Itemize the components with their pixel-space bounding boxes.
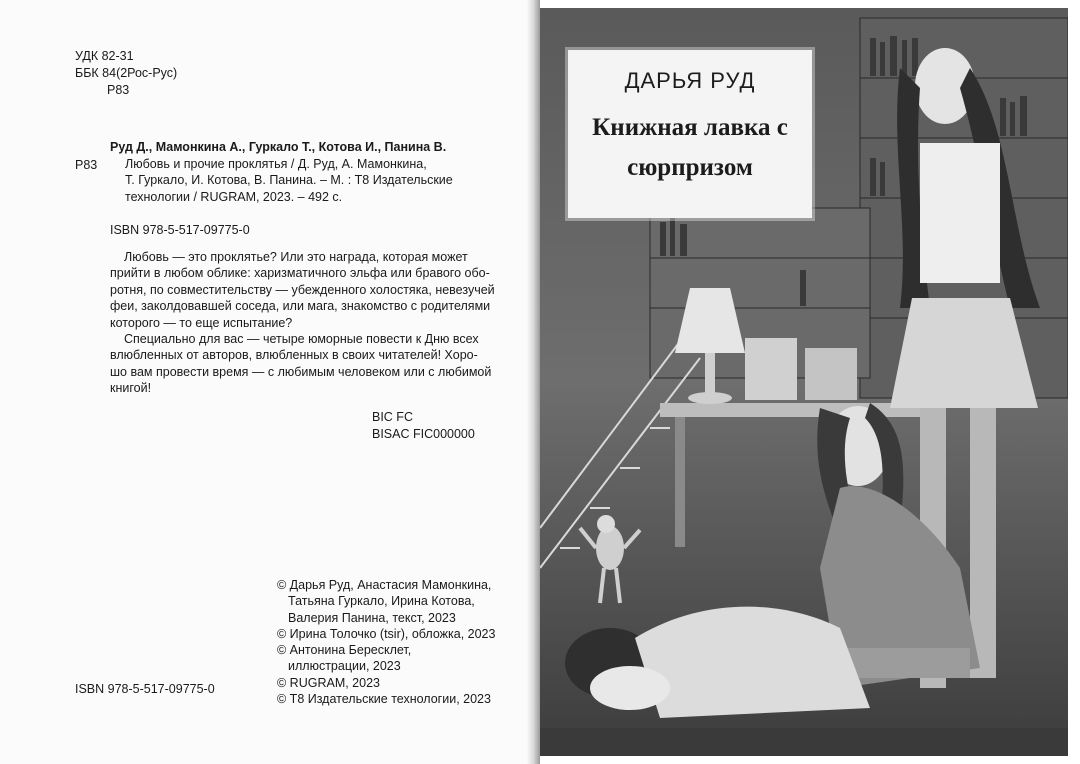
copyright-line: © RUGRAM, 2023 bbox=[277, 675, 380, 690]
cover-title-line: сюрпризом bbox=[627, 154, 753, 181]
description-line: Т. Гуркало, И. Котова, В. Панина. – М. : Т8 Издательские bbox=[125, 173, 453, 188]
cover-title-line: Книжная лавка с bbox=[592, 114, 788, 141]
bottom-isbn: ISBN 978-5-517-09775-0 bbox=[75, 682, 215, 696]
annotation bbox=[110, 249, 495, 397]
cover-title bbox=[568, 108, 812, 188]
annotation-line: прийти в любом облике: харизматичного эльфа или бравого обо- bbox=[110, 266, 490, 281]
copyright-line: © Антонина Бересклет, bbox=[277, 643, 412, 658]
cover-illustration bbox=[540, 8, 1068, 756]
authors-heading: Руд Д., Мамонкина А., Гуркало Т., Котова И., Панина В. bbox=[110, 140, 447, 154]
bbk-code: ББК 84(2Рос-Рус) bbox=[75, 66, 178, 80]
isbn: ISBN 978-5-517-09775-0 bbox=[110, 223, 250, 237]
author-mark: Р83 bbox=[107, 83, 130, 97]
book-gutter bbox=[526, 0, 540, 764]
bibliographic-description bbox=[125, 156, 485, 205]
copyright-line: Валерия Панина, текст, 2023 bbox=[288, 610, 456, 625]
udk-code: УДК 82-31 bbox=[75, 49, 134, 63]
copyright-block bbox=[277, 577, 517, 707]
cover-title-box bbox=[568, 50, 812, 218]
cover-author: ДАРЬЯ РУД bbox=[624, 68, 756, 93]
copyright-line: © Ирина Толочко (tsir), обложка, 2023 bbox=[277, 626, 496, 641]
annotation-line: феи, заколдовавшей соседа, или мага, знакомство с родителями bbox=[110, 299, 491, 314]
left-page bbox=[0, 0, 536, 764]
annotation-line: которого — то еще испытание? bbox=[110, 315, 293, 330]
description-line: технологии / RUGRAM, 2023. – 492 с. bbox=[125, 189, 343, 204]
bic-code: BIC FC bbox=[372, 410, 413, 424]
annotation-line: Любовь — это проклятье? Или это награда, которая может bbox=[124, 250, 468, 264]
description-line: Любовь и прочие проклятья / Д. Руд, А. Мамонкина, bbox=[125, 157, 427, 171]
annotation-line: влюбленных от авторов, влюбленных в своих читателей! Хоро- bbox=[110, 348, 478, 363]
annotation-line: ротня, по совместительству — убежденного холостяка, невезучей bbox=[110, 282, 495, 297]
annotation-line: шо вам провести время — с любимым человеком или с любимой bbox=[110, 364, 492, 379]
bisac-code: BISAC FIC000000 bbox=[372, 427, 475, 441]
copyright-line: иллюстрации, 2023 bbox=[288, 659, 401, 674]
copyright-line: © Дарья Руд, Анастасия Мамонкина, bbox=[277, 578, 492, 592]
copyright-line: Татьяна Гуркало, Ирина Котова, bbox=[288, 594, 475, 609]
right-page bbox=[540, 0, 1080, 764]
annotation-line: книгой! bbox=[110, 381, 152, 396]
annotation-line: Специально для вас — четыре юморные повести к Дню всех bbox=[124, 332, 479, 347]
copyright-line: © Т8 Издательские технологии, 2023 bbox=[277, 692, 491, 707]
author-mark-2: Р83 bbox=[75, 158, 98, 172]
